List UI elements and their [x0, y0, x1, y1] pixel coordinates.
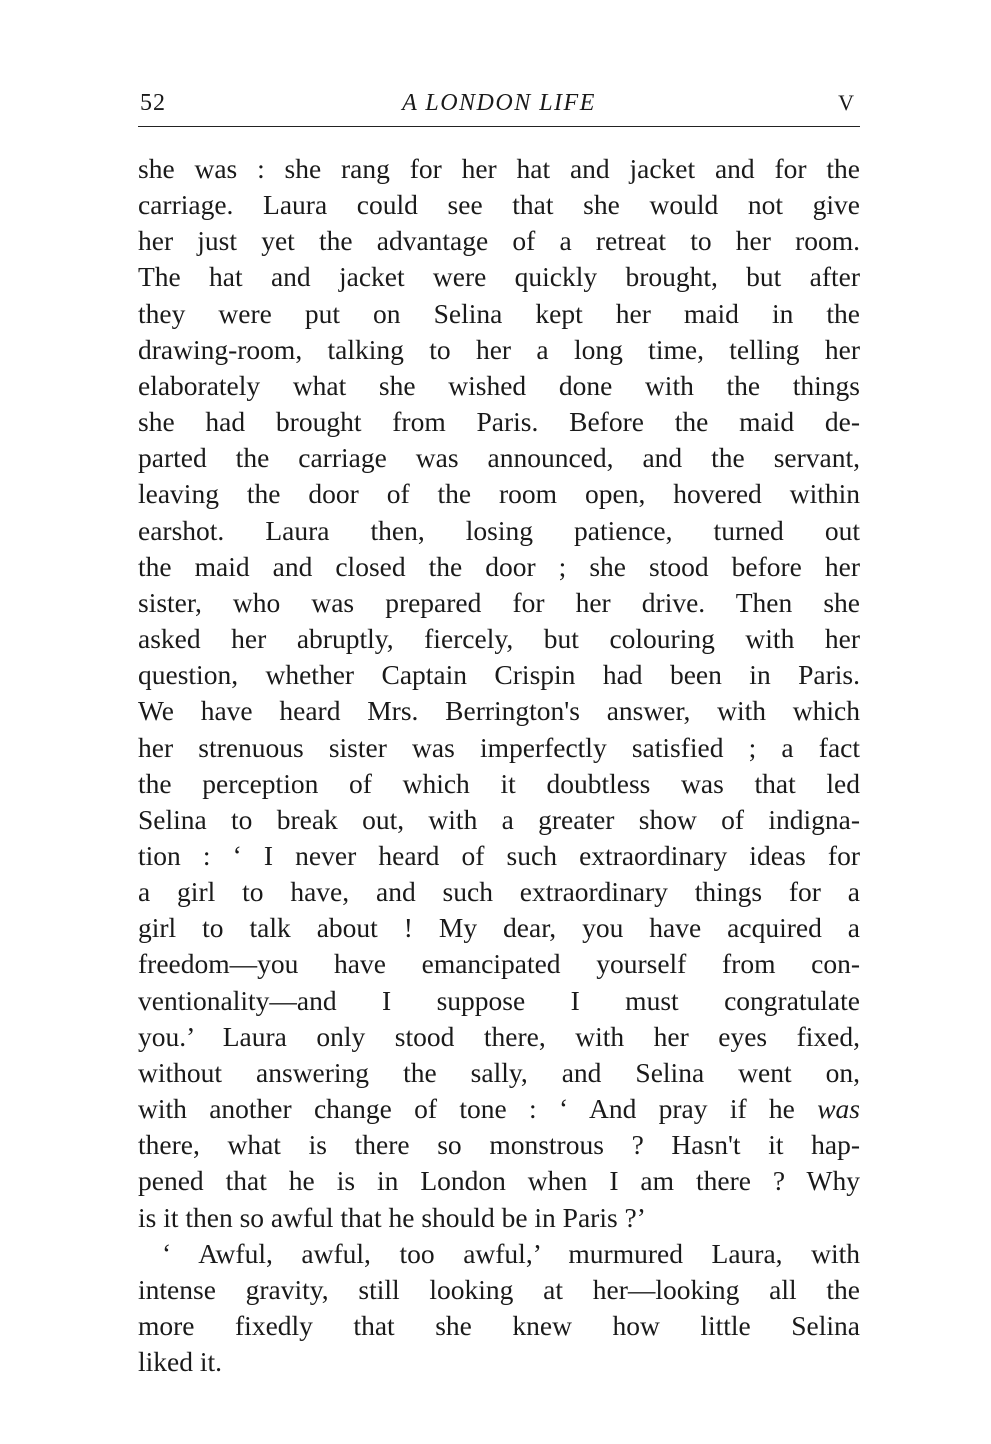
body-text: [138, 151, 860, 1380]
text-line: they were put on Selina kept her maid in the: [138, 297, 860, 329]
text-line: drawing-room, talking to her a long time, telling her: [138, 333, 860, 365]
text-line: We have heard Mrs. Berrington's answer, with which: [138, 695, 860, 727]
chapter-numeral: V: [838, 90, 854, 115]
text-line: liked it.: [138, 1346, 223, 1378]
paragraph: [138, 1236, 860, 1381]
text-line: with another change of tone : ‘ And pray if he was: [138, 1093, 860, 1125]
text-line: her strenuous sister was imperfectly satisfied ; a fact: [138, 731, 860, 763]
text-line: girl to talk about ! My dear, you have acquired a: [138, 912, 860, 944]
text-line: carriage. Laura could see that she would not give: [138, 189, 860, 221]
text-line: is it then so awful that he should be in Paris ?’: [138, 1201, 646, 1233]
text-line: The hat and jacket were quickly brought, but after: [138, 261, 860, 293]
text-line: question, whether Captain Crispin had been in Paris.: [138, 659, 860, 691]
text-line: tion : ‘ I never heard of such extraordinary ideas for: [138, 839, 860, 871]
header-rule: [138, 126, 860, 127]
text-line: ventionality—and I suppose I must congratulate: [138, 984, 860, 1016]
text-line: freedom—you have emancipated yourself from con-: [138, 948, 860, 980]
text-line: the maid and closed the door ; she stood before her: [138, 550, 860, 582]
emphasis: was: [817, 1093, 860, 1125]
text-line: pened that he is in London when I am there ? Why: [138, 1165, 860, 1197]
running-head: [138, 86, 860, 120]
book-page: [138, 86, 860, 1380]
text-line: you.’ Laura only stood there, with her eyes fixed,: [138, 1020, 860, 1052]
paragraph: [138, 151, 860, 1236]
text-line: asked her abruptly, fiercely, but colouring with her: [138, 623, 860, 655]
text-line: she was : she rang for her hat and jacket and for the: [138, 153, 860, 184]
text-line: her just yet the advantage of a retreat to her room.: [138, 225, 860, 257]
text-line: elaborately what she wished done with the things: [138, 369, 860, 401]
text-line: sister, who was prepared for her drive. Then she: [138, 586, 860, 618]
text-line: earshot. Laura then, losing patience, turned out: [138, 514, 860, 546]
text-line: parted the carriage was announced, and the servant,: [138, 442, 860, 474]
text-line: there, what is there so monstrous ? Hasn't it hap-: [138, 1129, 860, 1161]
text-line: without answering the sally, and Selina went on,: [138, 1056, 860, 1088]
text-line: ‘ Awful, awful, too awful,’ murmured Laura, with: [162, 1237, 860, 1269]
text-line: Selina to break out, with a greater show of indigna-: [138, 803, 860, 835]
running-title: A LONDON LIFE: [402, 90, 596, 116]
text-line: the perception of which it doubtless was that led: [138, 767, 860, 799]
text-line: she had brought from Paris. Before the maid de-: [138, 406, 860, 438]
text-line: intense gravity, still looking at her—looking all the: [138, 1273, 860, 1305]
text-line: leaving the door of the room open, hovered within: [138, 478, 860, 510]
text-line: more fixedly that she knew how little Selina: [138, 1310, 860, 1341]
page-number: 52: [140, 90, 166, 116]
text-line: a girl to have, and such extraordinary things for a: [138, 876, 860, 908]
